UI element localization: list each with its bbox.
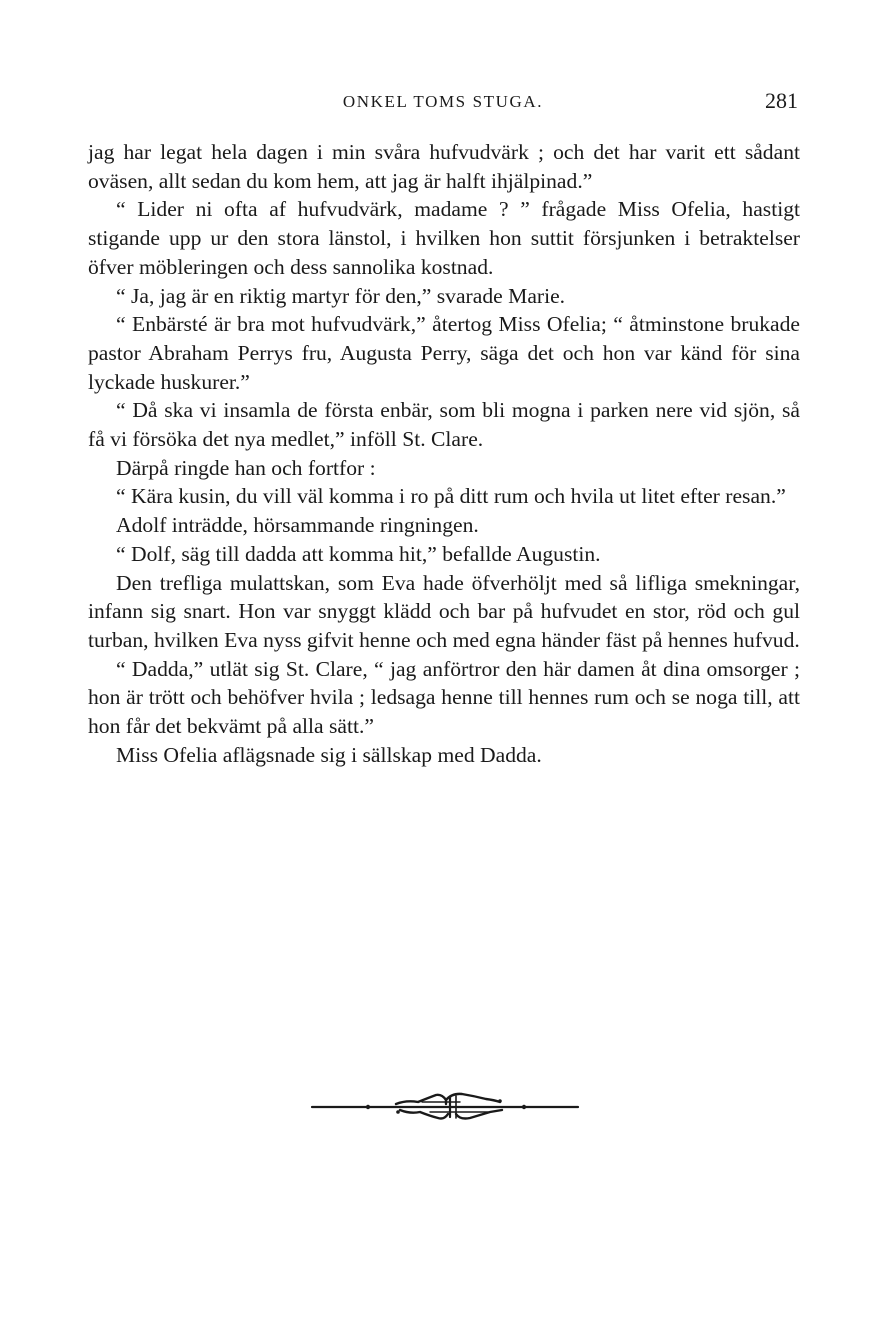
paragraph: “ Dolf, säg till dadda att komma hit,” befallde Augustin. <box>116 541 601 566</box>
paragraph: Därpå ringde han och fortfor : <box>116 455 376 480</box>
running-title: ONKEL TOMS STUGA. <box>342 92 544 111</box>
paragraph: jag har legat hela dagen i min svåra hufvudvärk ; och det har varit ett sådant oväsen, allt sedan du kom hem, att jag är halft ihjälpinad.” <box>88 140 800 193</box>
paragraph: Miss Ofelia aflägsnade sig i sällskap med Dadda. <box>116 742 542 767</box>
body-text <box>88 138 800 769</box>
paragraph: “ Då ska vi insamla de första enbär, som bli mogna i parken nere vid sjön, så få vi försöka det nya medlet,” inföll St. Clare. <box>88 398 800 452</box>
paragraph: “ Kära kusin, du vill väl komma i ro på ditt rum och hvila ut litet efter resan.” <box>116 484 786 509</box>
paragraph: “ Lider ni ofta af hufvudvärk, madame ? ” frågade Miss Ofelia, hastigt stigande upp ur den stora länstol, i hvilken hon suttit försjunken i betraktelser öfver möbleringen och dess sannolika kostnad. <box>88 197 800 279</box>
paragraph: “ Dadda,” utlät sig St. Clare, “ jag anförtror den här damen åt dina omsorger ; hon är trött och behöfver hvila ; ledsaga henne till hennes rum och se noga till, att hon får det bekvämt på alla sätt.” <box>88 656 800 739</box>
decorative-flourish-icon <box>310 1090 580 1124</box>
paragraph: “ Ja, jag är en riktig martyr för den,” svarade Marie. <box>116 283 566 308</box>
page-header <box>88 88 798 118</box>
paragraph: Adolf inträdde, hörsammande ringningen. <box>116 513 479 538</box>
page-number: 281 <box>765 88 798 113</box>
paragraph: Den trefliga mulattskan, som Eva hade öfverhöljt med så lifliga smekningar, infann sig snart. Hon var snyggt klädd och bar på hufvudet en stor, röd och gul turban, hvilken Eva nyss gifvit henne och med egna händer fäst på hennes hufvud. <box>88 570 800 652</box>
paragraph: “ Enbärsté är bra mot hufvudvärk,” återtog Miss Ofelia; “ åtminstone brukade pastor Abraham Perrys fru, Augusta Perry, säga det och hon var känd för sina lyckade huskurer.” <box>88 312 800 394</box>
